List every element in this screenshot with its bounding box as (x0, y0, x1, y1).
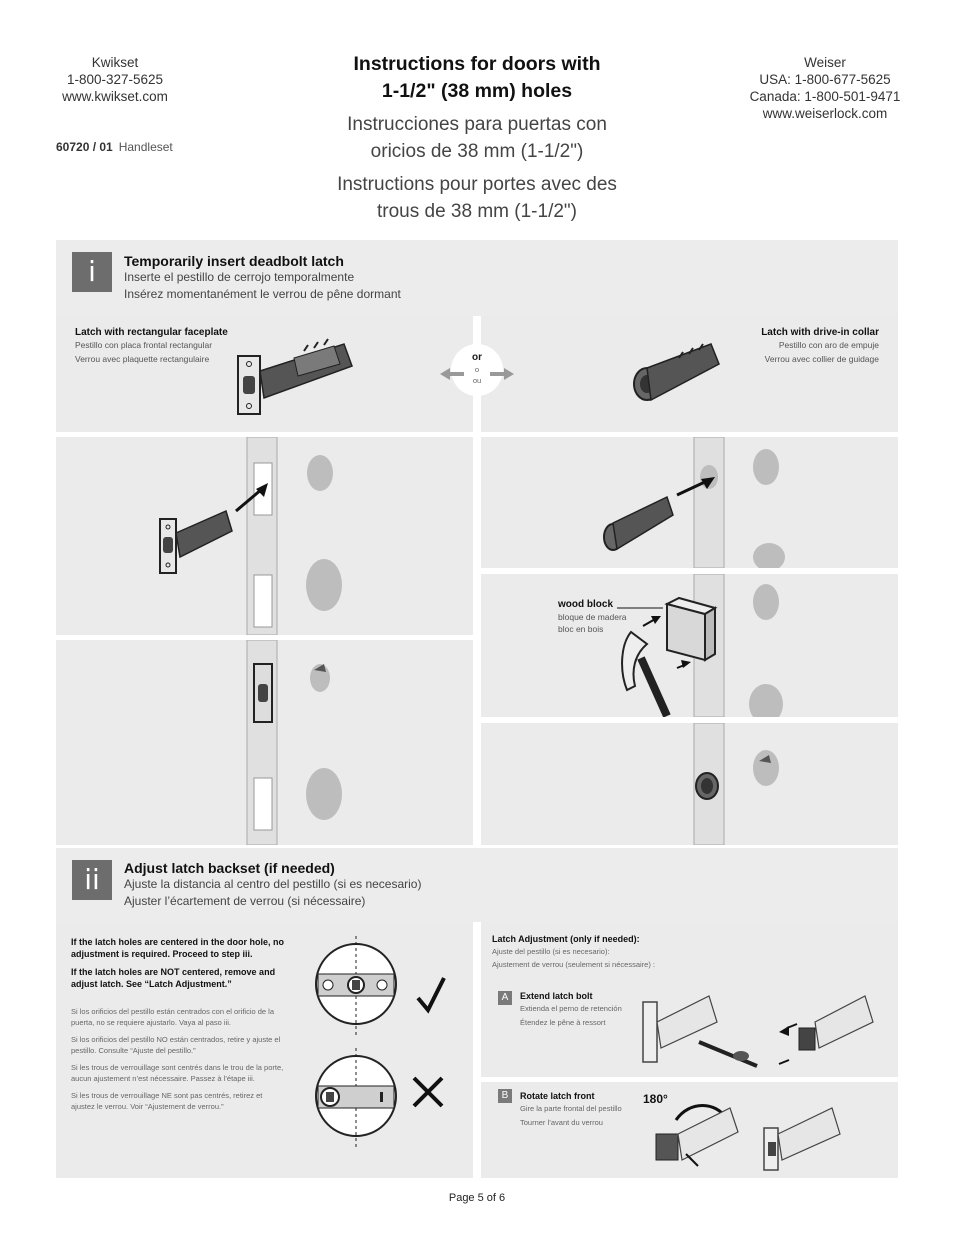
title-es-line1: Instrucciones para puertas con (347, 114, 607, 135)
wood-block-hammer-illustration (481, 574, 898, 717)
title-fr-line1: Instructions pour portes avec des (337, 174, 617, 195)
rectangular-latch-illustration (234, 336, 384, 426)
option-collar-panel (481, 316, 898, 432)
step-2-title: Adjust latch backset (if needed) (124, 860, 335, 876)
right-door-panel-3 (481, 723, 898, 845)
step-2-sub-es: Ajuste la distancia al centro del pestillo (si es necesario) (124, 877, 422, 891)
wood-block-es: bloque de madera (558, 612, 627, 622)
option-rectangular-panel (56, 316, 473, 432)
check-fr-not-centered: Si les trous de verrouillage NE sont pas centrés, retirez et ajustez le verrou. Voir “Ajustement de verrou.” (71, 1091, 263, 1111)
title-en-line1: Instructions for doors with (353, 53, 601, 75)
step-2-sub-fr: Ajuster l’écartement de verrou (si nécessaire) (124, 894, 366, 908)
kwikset-contact (40, 54, 190, 105)
step-1-header (56, 240, 898, 316)
step-a-text (520, 990, 622, 1030)
title-en-line2: 1-1/2" (38 mm) holes (381, 80, 573, 102)
page-number: Page 5 of 6 (448, 1192, 506, 1204)
title-es-line2: oricios de 38 mm (1-1/2") (370, 141, 584, 162)
option-rectangular-title: Latch with rectangular faceplate (75, 327, 228, 338)
ou-label: ou (472, 376, 482, 385)
left-door-panel-1 (56, 437, 473, 635)
right-door-panel-2 (481, 574, 898, 717)
option-rectangular-fr: Verrou avec plaquette rectangulaire (75, 354, 210, 364)
document-number (56, 140, 173, 154)
check-en-not-centered: If the latch holes are NOT centered, remove and adjust latch. See “Latch Adjustment.” (71, 967, 276, 989)
option-rectangular-es: Pestillo con placa frontal rectangular (75, 340, 213, 350)
step-b-title: Rotate latch front (520, 1091, 595, 1101)
wood-block-title: wood block (558, 599, 613, 610)
weiser-contact (730, 54, 920, 122)
x-mark-icon (414, 1078, 442, 1106)
weiser-url: www.weiserlock.com (762, 106, 888, 121)
right-door-panel-1 (481, 437, 898, 568)
doc-number: 60720 / 01 (56, 140, 113, 154)
extend-latch-bolt-illustration (639, 982, 889, 1072)
kwikset-phone: 1-800-327-5625 (66, 72, 164, 87)
latch-adjustment-title: Latch Adjustment (only if needed): (492, 934, 640, 944)
check-fr-centered: Si les trous de verrouillage sont centrés dans le trou de la porte, aucun ajustement n’est nécessaire. Passez à l’étape iii. (71, 1063, 284, 1083)
check-es-not-centered: Si los orificios del pestillo NO están centrados, retire y ajuste el pestillo. Consulte “Ajuste del pestillo.” (71, 1035, 281, 1055)
option-collar-fr: Verrou avec collier de guidage (764, 354, 879, 364)
latch-adjustment-heading (492, 933, 655, 971)
page-title-es (300, 111, 654, 165)
step-1-sub-fr: Insérez momentanément le verrou de pêne dormant (124, 287, 401, 301)
option-rectangular-text (75, 327, 228, 366)
step-a-es: Extienda el perno de retención (520, 1004, 622, 1013)
collar-latch-seated-illustration (481, 723, 898, 845)
doc-type: Handleset (118, 140, 173, 154)
step-a-title: Extend latch bolt (520, 991, 593, 1001)
latch-adjustment-panel-a (481, 922, 898, 1077)
latch-adjustment-es: Ajuste del pestillo (si es necesario): (492, 947, 610, 956)
latch-check-panel (56, 922, 473, 1178)
latch-adjustment-fr: Ajustement de verrou (seulement si nécessaire) : (492, 960, 655, 969)
step-b-text (520, 1090, 622, 1130)
step-b-es: Gire la parte frontal del pestillo (520, 1104, 622, 1113)
left-door-panel-2 (56, 640, 473, 845)
check-es-centered: Si los orificios del pestillo están centrados con el orificio de la puerta, no se requiere ajustarlo. Vaya al paso iii. (71, 1007, 275, 1027)
step-2-header (56, 848, 898, 922)
option-collar-es: Pestillo con aro de empuje (778, 340, 879, 350)
rectangular-latch-seated-illustration (56, 640, 473, 845)
option-collar-title: Latch with drive-in collar (761, 327, 879, 338)
kwikset-name: Kwikset (91, 55, 139, 70)
centered-latch-illustration (310, 936, 450, 1036)
step-a-badge: A (498, 991, 512, 1005)
wood-block-fr: bloc en bois (558, 624, 604, 634)
or-label: or (472, 352, 482, 363)
step-2-text (124, 860, 421, 910)
or-text-group (452, 352, 502, 386)
check-en-centered: If the latch holes are centered in the door hole, no adjustment is required. Proceed to step iii. (71, 937, 285, 959)
page-title-en (320, 51, 634, 105)
off-center-latch-illustration (310, 1048, 450, 1148)
step-1-sub-es: Inserte el pestillo de cerrojo temporalmente (124, 270, 355, 284)
weiser-canada-phone: Canada: 1-800-501-9471 (749, 89, 901, 104)
weiser-name: Weiser (804, 55, 846, 70)
page-title-fr (300, 171, 654, 225)
step-b-fr: Tourner l’avant du verrou (520, 1118, 603, 1127)
insert-collar-latch-illustration (481, 437, 898, 568)
step-1-badge: i (72, 252, 112, 292)
checkmark-icon (418, 978, 444, 1010)
option-collar-text (761, 327, 879, 366)
insert-rectangular-latch-illustration (56, 437, 473, 635)
step-1-text (124, 253, 401, 303)
step-b-badge: B (498, 1089, 512, 1103)
kwikset-url: www.kwikset.com (62, 89, 168, 104)
title-fr-line2: trous de 38 mm (1-1/2") (377, 201, 577, 222)
step-a-fr: Étendez le pêne à ressort (520, 1018, 606, 1027)
weiser-usa-phone: USA: 1-800-677-5625 (759, 72, 891, 87)
collar-latch-illustration (629, 338, 729, 408)
rotate-latch-front-illustration (646, 1094, 891, 1176)
o-label: o (474, 365, 480, 374)
rotation-degrees: 180° (643, 1092, 668, 1106)
latch-check-text (71, 936, 286, 1112)
latch-adjustment-panel-b (481, 1082, 898, 1178)
step-2-badge: ii (72, 860, 112, 900)
step-1-title: Temporarily insert deadbolt latch (124, 253, 344, 269)
